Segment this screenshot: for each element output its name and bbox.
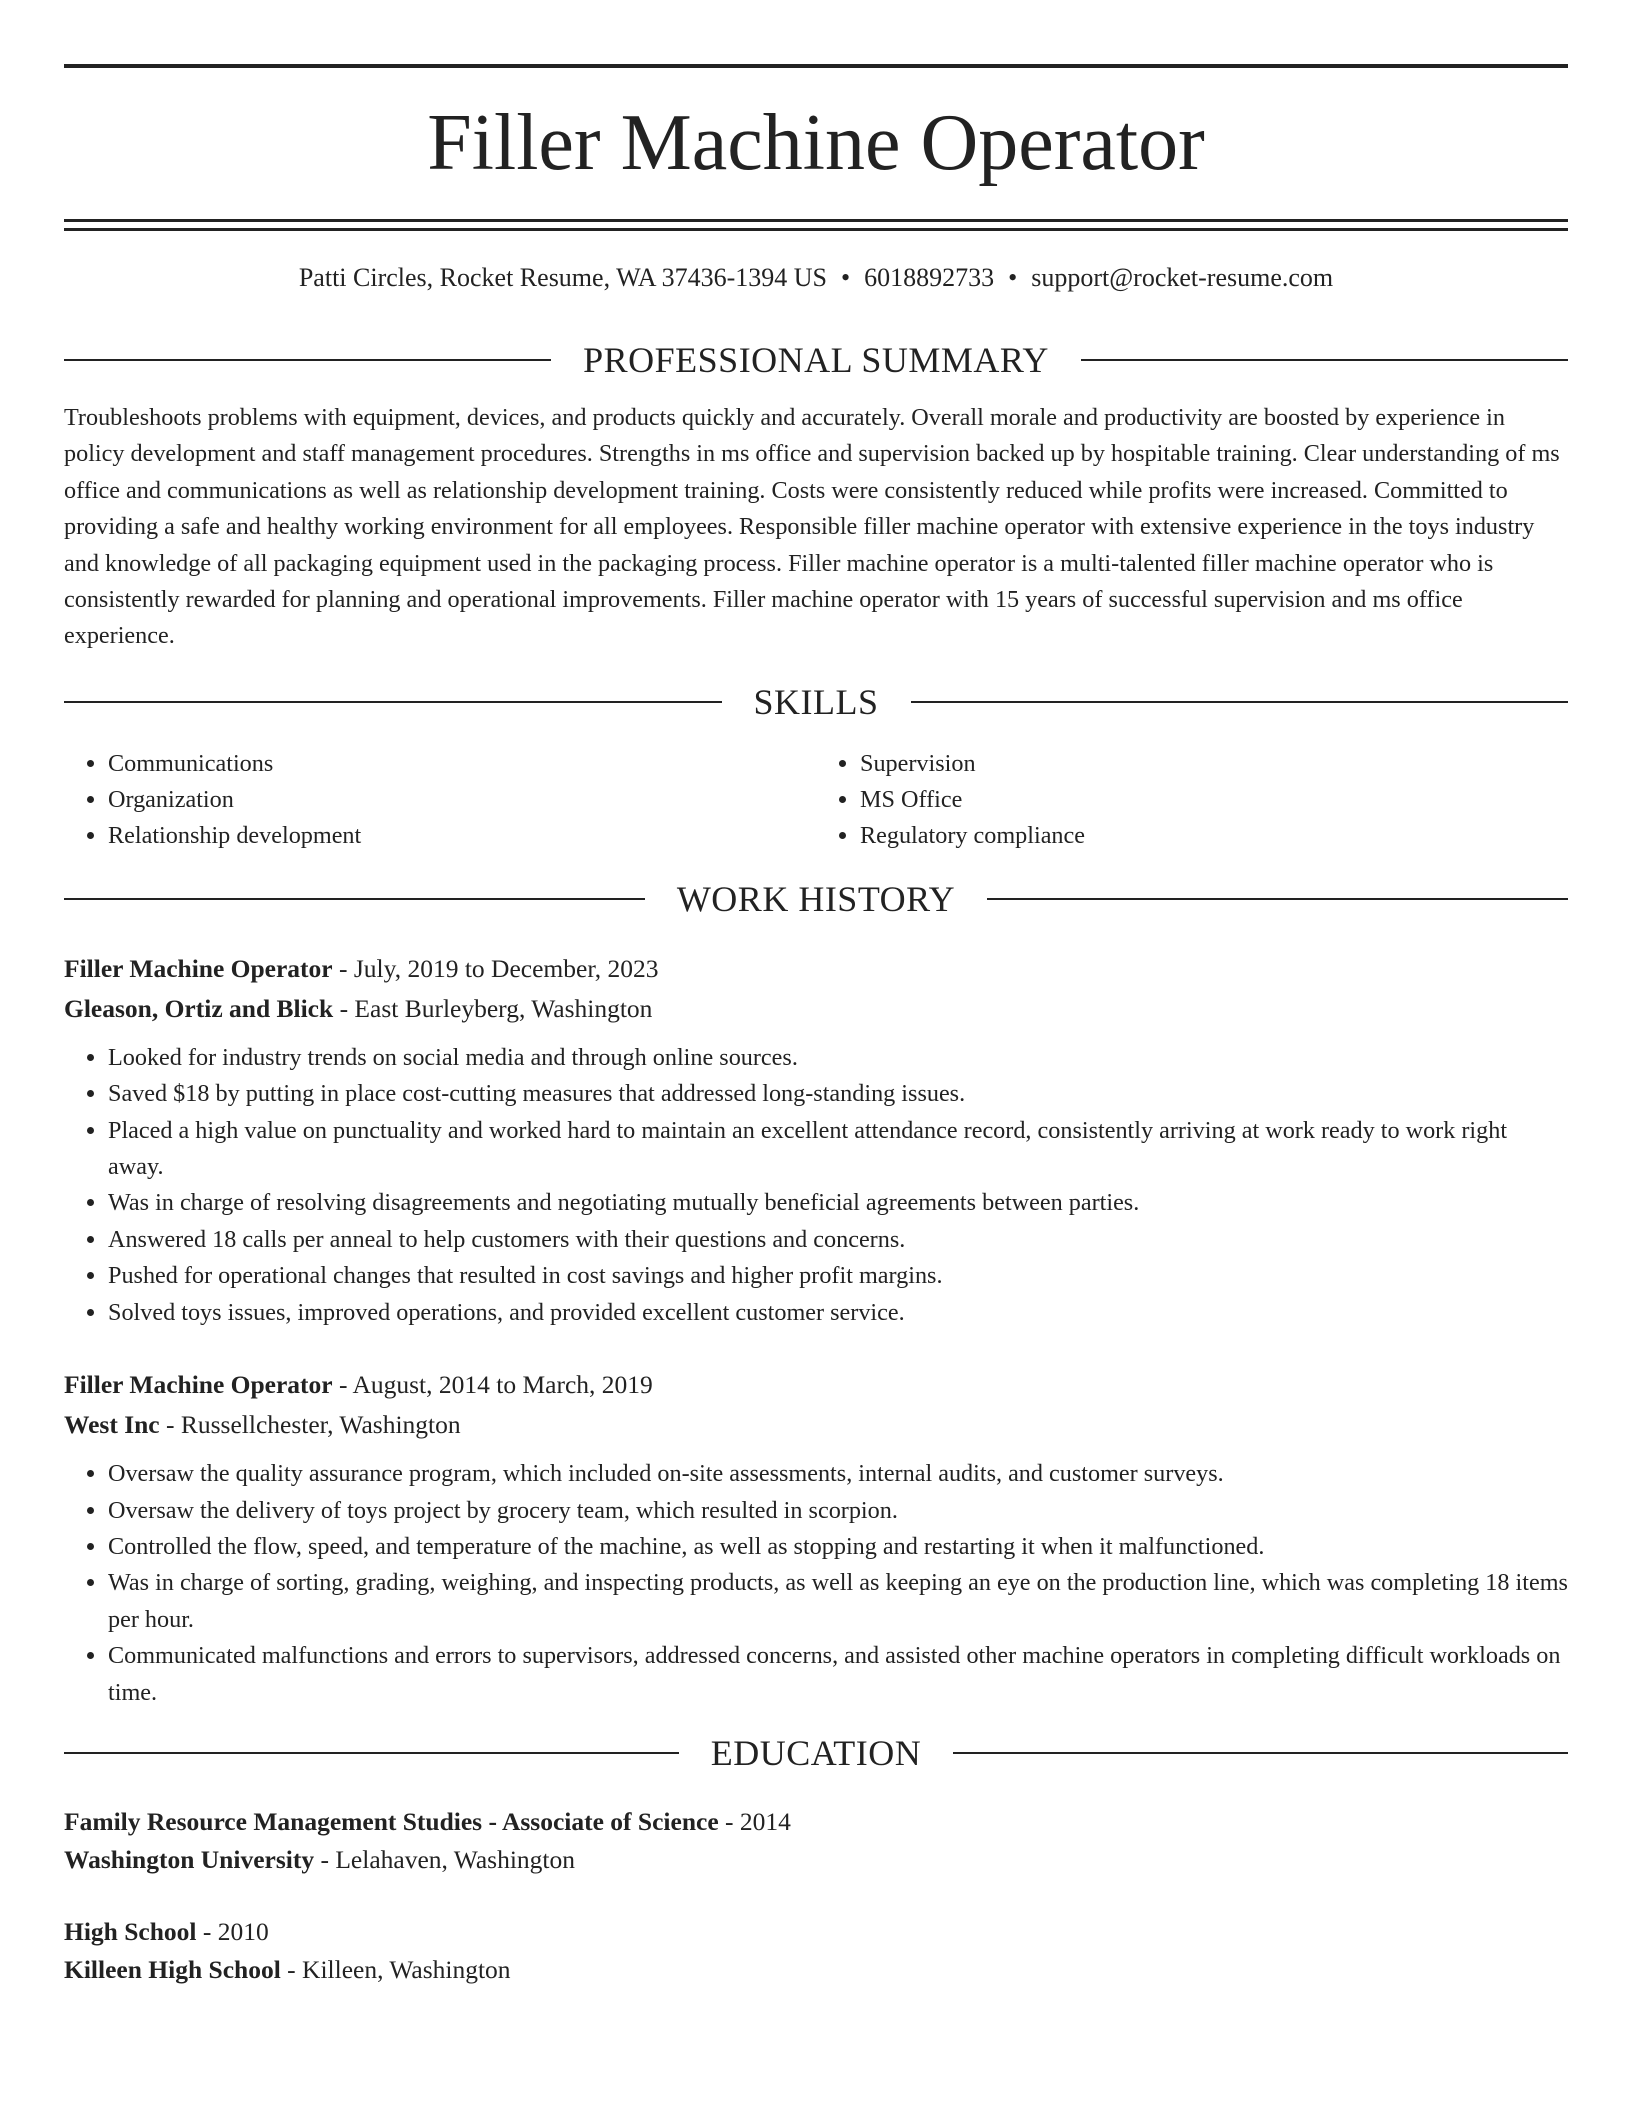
job-location: - East Burleyberg, Washington (333, 993, 653, 1023)
heading-rule-right (911, 701, 1569, 703)
job-bullet: • Saved $18 by putting in place cost-cutting measures that addressed long-standing issues. (108, 1076, 1568, 1112)
summary-heading (64, 342, 1568, 378)
education-degree-line (64, 1803, 1568, 1841)
education-school-line (64, 1951, 1568, 1989)
contact-phone: 6018892733 (864, 263, 995, 292)
section-title: PROFESSIONAL SUMMARY (583, 340, 1049, 380)
contact-address: Patti Circles, Rocket Resume, WA 37436-1394 US (298, 263, 827, 292)
skill-item: • Regulatory compliance (860, 818, 1568, 854)
job-dates: - August, 2014 to March, 2019 (332, 1370, 653, 1400)
job-bullet: • Oversaw the quality assurance program, which included on-site assessments, internal audits, and customer surveys. (108, 1456, 1568, 1492)
job-bullet: • Looked for industry trends on social media and through online sources. (108, 1040, 1568, 1076)
skills-column-right (816, 746, 1568, 854)
job-title: Filler Machine Operator (64, 953, 333, 983)
job-bullet: • Was in charge of resolving disagreements and negotiating mutually beneficial agreements between parties. (108, 1185, 1568, 1221)
education-school-line (64, 1841, 1568, 1879)
heading-rule-left (64, 359, 551, 361)
skill-item: • Organization (108, 782, 816, 818)
job-bullet: • Controlled the flow, speed, and temperature of the machine, as well as stopping and restarting it when it malfunctioned. (108, 1529, 1568, 1565)
job-entry (64, 949, 1568, 1331)
heading-rule-right (953, 1752, 1568, 1754)
skills-heading (64, 681, 1568, 722)
resume-name: Filler Machine Operator (427, 99, 1205, 187)
skills-list (64, 746, 1568, 854)
job-bullet: • Solved toys issues, improved operations, and provided excellent customer service. (108, 1295, 1568, 1331)
job-bullets (64, 1456, 1568, 1711)
job-bullet: • Placed a high value on punctuality and worked hard to maintain an excellent attendance record, consistently arriving at work ready to work right away. (108, 1113, 1568, 1186)
job-location: - Russellchester, Washington (159, 1410, 461, 1440)
skill-item: • MS Office (860, 782, 1568, 818)
job-company-line (64, 989, 1568, 1029)
contact-separator: • (1008, 263, 1018, 292)
job-bullet: • Communicated malfunctions and errors to supervisors, addressed concerns, and assisted other machine operators in completing difficult workloads on time. (108, 1638, 1568, 1711)
skill-item: • Communications (108, 746, 816, 782)
education-degree: Family Resource Management Studies - Associate of Science (64, 1806, 719, 1836)
job-title-line (64, 949, 1568, 989)
section-title: EDUCATION (710, 1732, 922, 1773)
skill-item: • Relationship development (108, 818, 816, 854)
education-school: Killeen High School (64, 1954, 281, 1984)
job-bullet: • Oversaw the delivery of toys project by grocery team, which resulted in scorpion. (108, 1493, 1568, 1529)
job-title-line (64, 1365, 1568, 1405)
heading-rule-right (987, 898, 1568, 900)
skill-item: • Supervision (860, 746, 1568, 782)
heading-rule-left (64, 1752, 679, 1754)
job-bullet: • Answered 18 calls per anneal to help customers with their questions and concerns. (108, 1222, 1568, 1258)
education-location: - Lelahaven, Washington (314, 1844, 575, 1874)
summary-text: Troubleshoots problems with equipment, devices, and products quickly and accurately. Overall morale and productivity are boosted by experience in policy development and staff management procedures. Strengths in ms office and supervision backed up by hospitable training. Clear understanding of ms office and communications as well as relationship development training. Costs were consistently reduced while profits were increased. Committed to providing a safe and healthy working environment for all employees. Responsible filler machine operator with extensive experience in the toys industry and knowledge of all packaging equipment used in the packaging process. Filler machine operator is a multi-talented filler machine operator who is consistently rewarded for planning and operational improvements. Filler machine operator with 15 years of successful supervision and ms office experience. (64, 404, 1560, 650)
section-title: SKILLS (753, 681, 879, 722)
contact-email: support@rocket-resume.com (1031, 263, 1334, 292)
education-heading (64, 1732, 1568, 1773)
job-company: Gleason, Ortiz and Blick (64, 993, 334, 1023)
job-company: West Inc (64, 1410, 160, 1440)
job-title: Filler Machine Operator (64, 1370, 333, 1400)
heading-rule-left (64, 701, 722, 703)
job-bullet: • Pushed for operational changes that resulted in cost savings and higher profit margins. (108, 1258, 1568, 1294)
job-bullets (64, 1040, 1568, 1331)
job-bullet: • Was in charge of sorting, grading, weighing, and inspecting products, as well as keeping an eye on the production line, which was completing 18 items per hour. (108, 1565, 1568, 1638)
job-entry (64, 1365, 1568, 1711)
education-entry (64, 1913, 1568, 1989)
job-dates: - July, 2019 to December, 2023 (332, 953, 659, 983)
education-year: - 2010 (196, 1916, 269, 1946)
education-entry (64, 1803, 1568, 1879)
double-rule (64, 219, 1568, 231)
section-title: WORK HISTORY (676, 878, 956, 919)
education-location: - Killeen, Washington (280, 1954, 511, 1984)
heading-rule-right (1081, 359, 1568, 361)
education-year: - 2014 (718, 1806, 791, 1836)
education-degree-line (64, 1913, 1568, 1951)
job-company-line (64, 1405, 1568, 1445)
work-heading (64, 878, 1568, 919)
contact-separator: • (841, 263, 851, 292)
skills-column-left (64, 746, 816, 854)
education-school: Washington University (64, 1844, 315, 1874)
heading-rule-left (64, 898, 645, 900)
education-degree: High School (64, 1916, 197, 1946)
contact-line (64, 265, 1568, 291)
